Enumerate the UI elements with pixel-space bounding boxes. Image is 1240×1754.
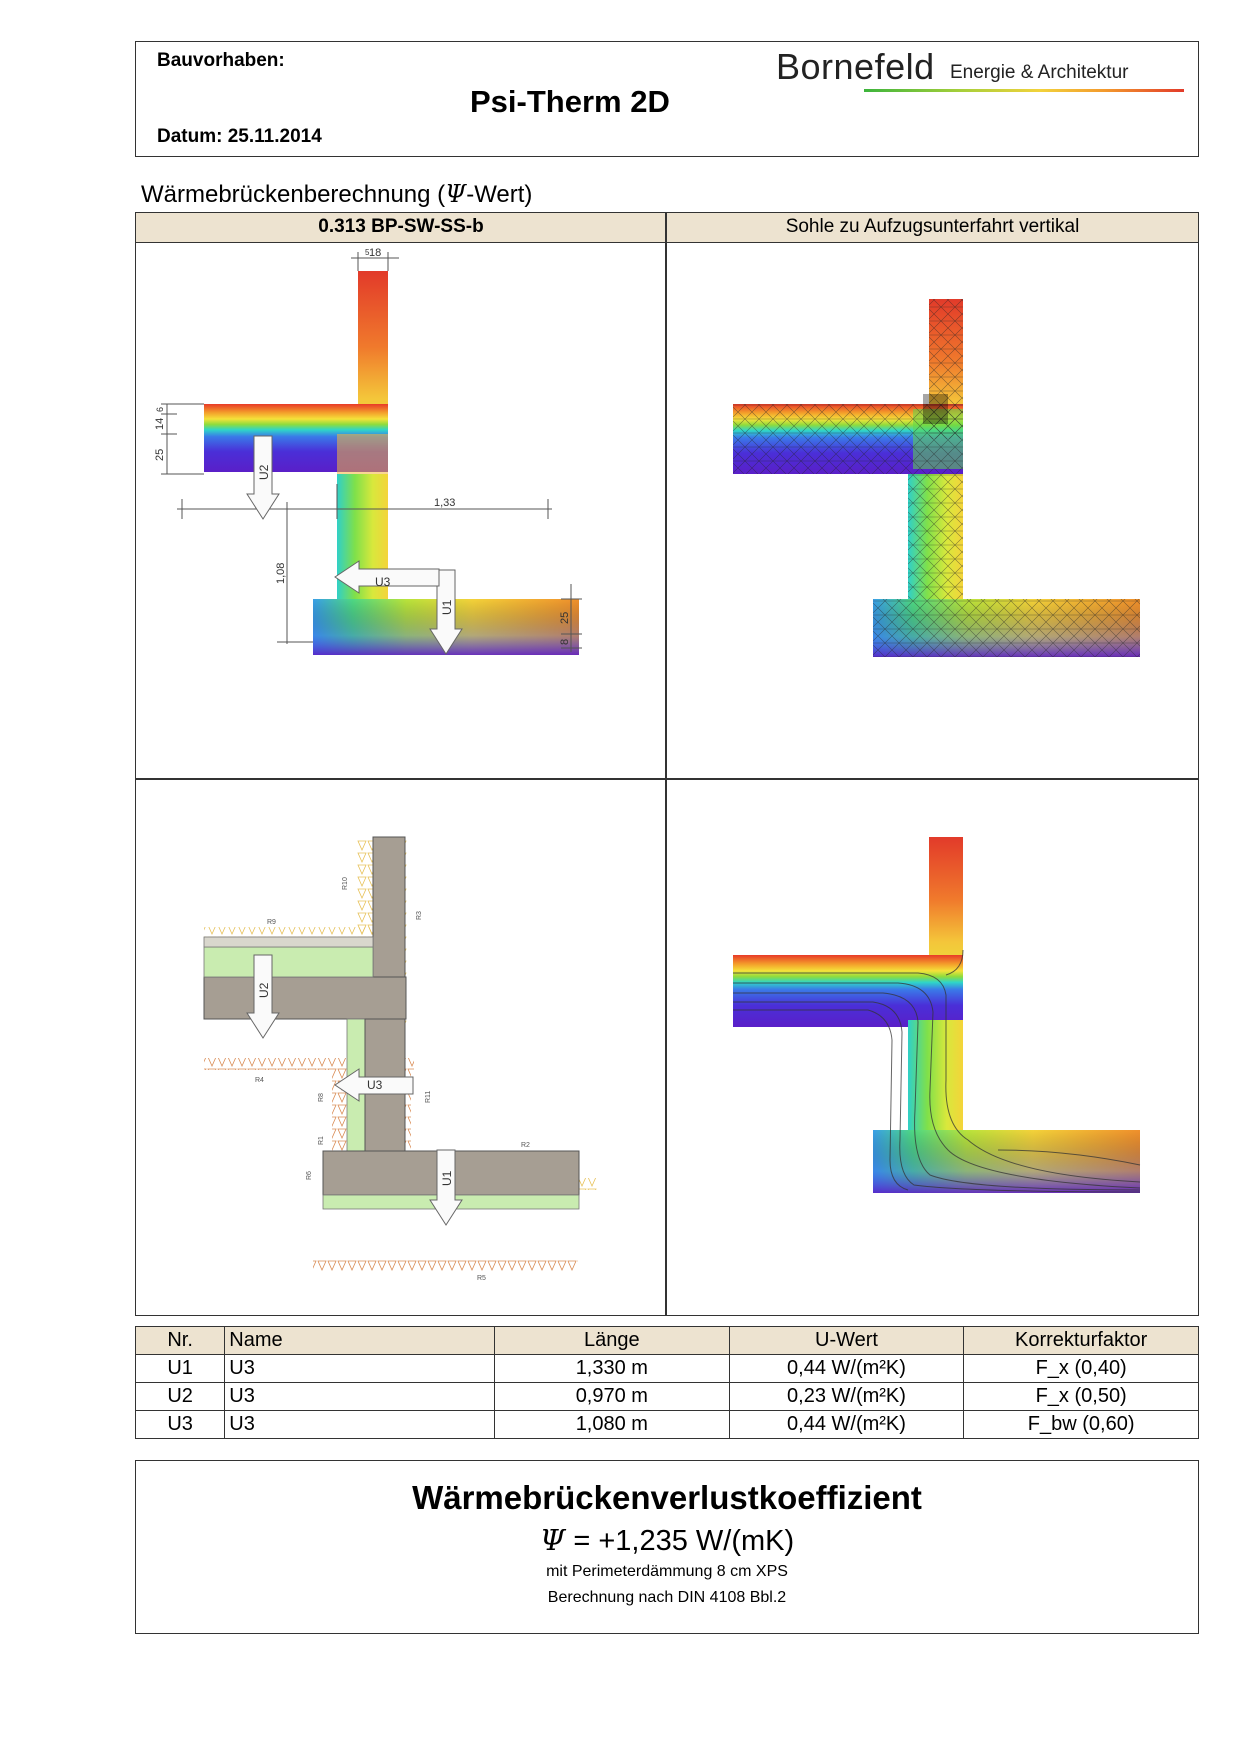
- cell-laenge: 0,970 m: [495, 1383, 730, 1411]
- table-row: [136, 1355, 1199, 1383]
- dim-label-8-right: 8: [559, 638, 571, 645]
- cell-nr: U2: [136, 1383, 225, 1411]
- section-title-suffix: -Wert): [466, 181, 533, 208]
- psi-symbol: Ψ: [539, 1523, 566, 1557]
- section-title-prefix: Wärmebrückenberechnung (: [141, 181, 446, 208]
- label-u1: U1: [440, 599, 454, 615]
- result-title: Wärmebrückenverlustkoeffizient: [412, 1479, 922, 1516]
- label-r2: R2: [521, 1142, 530, 1149]
- brand-logo-name: Bornefeld: [776, 46, 935, 87]
- isotherm-drawing: [668, 780, 1198, 1314]
- col-header-nr: Nr.: [136, 1327, 225, 1355]
- grid-header-left: 0.313 BP-SW-SS-b: [136, 213, 666, 243]
- label-u1: U1: [440, 1170, 454, 1186]
- cell-korrekturfaktor: F_x (0,40): [964, 1355, 1199, 1383]
- dim-label-5: 5: [365, 248, 370, 257]
- dim-label-6: 6: [155, 406, 165, 412]
- u-value-table: [135, 1326, 1199, 1439]
- table-row: [136, 1411, 1199, 1439]
- cell-laenge: 1,080 m: [495, 1411, 730, 1439]
- fe-mesh-drawing: [668, 244, 1198, 777]
- cell-korrekturfaktor: F_bw (0,60): [964, 1411, 1199, 1439]
- result-note-standard: Berechnung nach DIN 4108 Bbl.2: [547, 1589, 787, 1606]
- result-note-insulation: mit Perimeterdämmung 8 cm XPS: [546, 1563, 788, 1580]
- label-r3: R3: [416, 911, 423, 920]
- brand-logo-line: [864, 89, 1184, 92]
- cell-nr: U3: [136, 1411, 225, 1439]
- cell-name: U3: [225, 1411, 495, 1439]
- brand-logo-tagline: Energie & Architektur: [950, 62, 1129, 83]
- label-r10: R10: [342, 877, 349, 890]
- col-header-name: Name: [225, 1327, 495, 1355]
- label-r11: R11: [425, 1090, 432, 1103]
- dim-label-25-right: 25: [559, 611, 571, 624]
- col-header-korrekturfaktor: Korrekturfaktor: [964, 1327, 1199, 1355]
- cell-nr: U1: [136, 1355, 225, 1383]
- label-u3: U3: [367, 1078, 383, 1092]
- datum-label: Datum: 25.11.2014: [157, 126, 322, 147]
- label-r5: R5: [477, 1275, 486, 1282]
- label-r9: R9: [267, 919, 276, 926]
- cell-laenge: 1,330 m: [495, 1355, 730, 1383]
- cell-name: U3: [225, 1355, 495, 1383]
- label-r1: R1: [318, 1136, 325, 1145]
- bauvorhaben-label: Bauvorhaben:: [157, 50, 285, 71]
- label-r6: R6: [306, 1171, 313, 1180]
- cell-u-wert: 0,23 W/(m²K): [729, 1383, 964, 1411]
- table-header-row: [136, 1327, 1199, 1355]
- result-value: [135, 1523, 1199, 1558]
- dim-label-18: 18: [369, 247, 382, 259]
- psi-value: = +1,235 W/(mK): [565, 1525, 795, 1557]
- label-r8: R8: [318, 1093, 325, 1102]
- document-title: Psi-Therm 2D: [470, 84, 670, 119]
- cell-u-wert: 0,44 W/(m²K): [729, 1355, 964, 1383]
- dim-label-1-33: 1,33: [434, 497, 456, 509]
- dim-label-25: 25: [154, 448, 166, 461]
- thermal-gradient-drawing: [137, 244, 664, 777]
- cell-name: U3: [225, 1383, 495, 1411]
- psi-symbol: Ψ: [445, 180, 467, 208]
- materials-boundary-drawing: [137, 780, 664, 1314]
- label-u2: U2: [257, 982, 271, 998]
- grid-divider-vertical: [665, 212, 667, 1316]
- label-u3: U3: [375, 575, 391, 589]
- grid-header-right: Sohle zu Aufzugsunterfahrt vertikal: [667, 213, 1198, 243]
- section-title: [141, 180, 532, 209]
- cell-korrekturfaktor: F_x (0,50): [964, 1383, 1199, 1411]
- col-header-laenge: Länge: [495, 1327, 730, 1355]
- cell-u-wert: 0,44 W/(m²K): [729, 1411, 964, 1439]
- col-header-u-wert: U-Wert: [729, 1327, 964, 1355]
- label-r4: R4: [255, 1077, 264, 1084]
- dim-label-1-08: 1,08: [275, 562, 287, 584]
- label-u2: U2: [257, 464, 271, 480]
- dim-label-14: 14: [154, 417, 166, 430]
- table-row: [136, 1383, 1199, 1411]
